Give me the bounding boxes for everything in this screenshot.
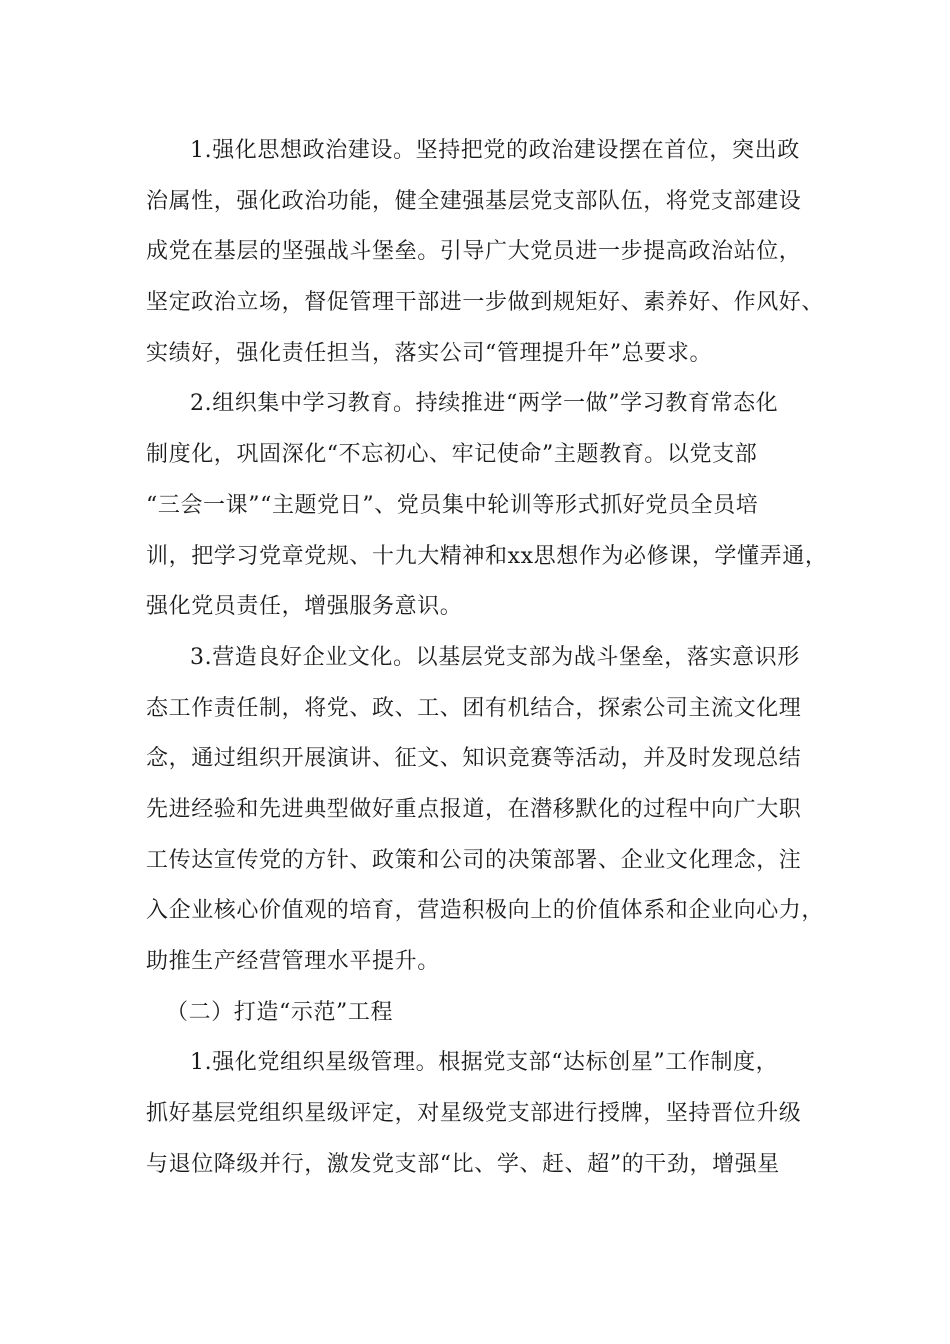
paragraph-1-line-1: 1.强化思想政治建设。坚持把党的政治建设摆在首位，突出政 (190, 138, 800, 163)
paragraph-4-line-2: 抓好基层党组织星级评定，对星级党支部进行授牌，坚持晋位升级 (146, 1101, 802, 1127)
paragraph-2-line-5: 强化党员责任，增强服务意识。 (146, 594, 463, 620)
paragraph-3-line-1: 3.营造良好企业文化。以基层党支部为战斗堡垒，落实意识形 (190, 644, 800, 670)
document-body (146, 131, 828, 1195)
paragraph-1-line-5: 实绩好，强化责任担当，落实公司“管理提升年”总要求。 (146, 340, 713, 366)
paragraph-2-line-4: 训，把学习党章党规、十九大精神和xx思想作为必修课，学懂弄通， (146, 543, 828, 569)
paragraph-3-line-4: 先进经验和先进典型做好重点报道，在潜移默化的过程中向广大职 (146, 796, 802, 822)
paragraph-1-line-4: 坚定政治立场，督促管理干部进一步做到规矩好、素养好、作风好、 (146, 290, 825, 316)
paragraph-2-line-1: 2.组织集中学习教育。持续推进“两学一做”学习教育常态化 (190, 391, 779, 417)
paragraph-4-line-3: 与退位降级并行，激发党支部“比、学、赶、超”的干劲，增强星 (146, 1151, 780, 1177)
paragraph-2-line-2: 制度化，巩固深化“不忘初心、牢记使命”主题教育。以党支部 (146, 442, 758, 468)
paragraph-3-line-7: 助推生产经营管理水平提升。 (146, 949, 440, 974)
paragraph-1-line-3: 成党在基层的坚强战斗堡垒。引导广大党员进一步提高政治站位， (146, 239, 802, 265)
paragraph-3-line-5: 工传达宣传党的方针、政策和公司的决策部署、企业文化理念，注 (146, 847, 802, 873)
paragraph-3-line-2: 态工作责任制，将党、政、工、团有机结合，探索公司主流文化理 (146, 695, 802, 721)
paragraph-4-line-1: 1.强化党组织星级管理。根据党支部“达标创星”工作制度， (190, 1050, 779, 1076)
paragraph-3-line-3: 念，通过组织开展演讲、征文、知识竞赛等活动，并及时发现总结 (146, 746, 802, 772)
paragraph-1-line-2: 治属性，强化政治功能，健全建强基层党支部队伍，将党支部建设 (146, 188, 802, 214)
paragraph-2-line-3: “三会一课”“主题党日”、党员集中轮训等形式抓好党员全员培 (146, 492, 759, 518)
section-heading: （二）打造“示范”工程 (166, 999, 394, 1025)
paragraph-3-line-6: 入企业核心价值观的培育，营造积极向上的价值体系和企业向心力， (146, 898, 825, 924)
